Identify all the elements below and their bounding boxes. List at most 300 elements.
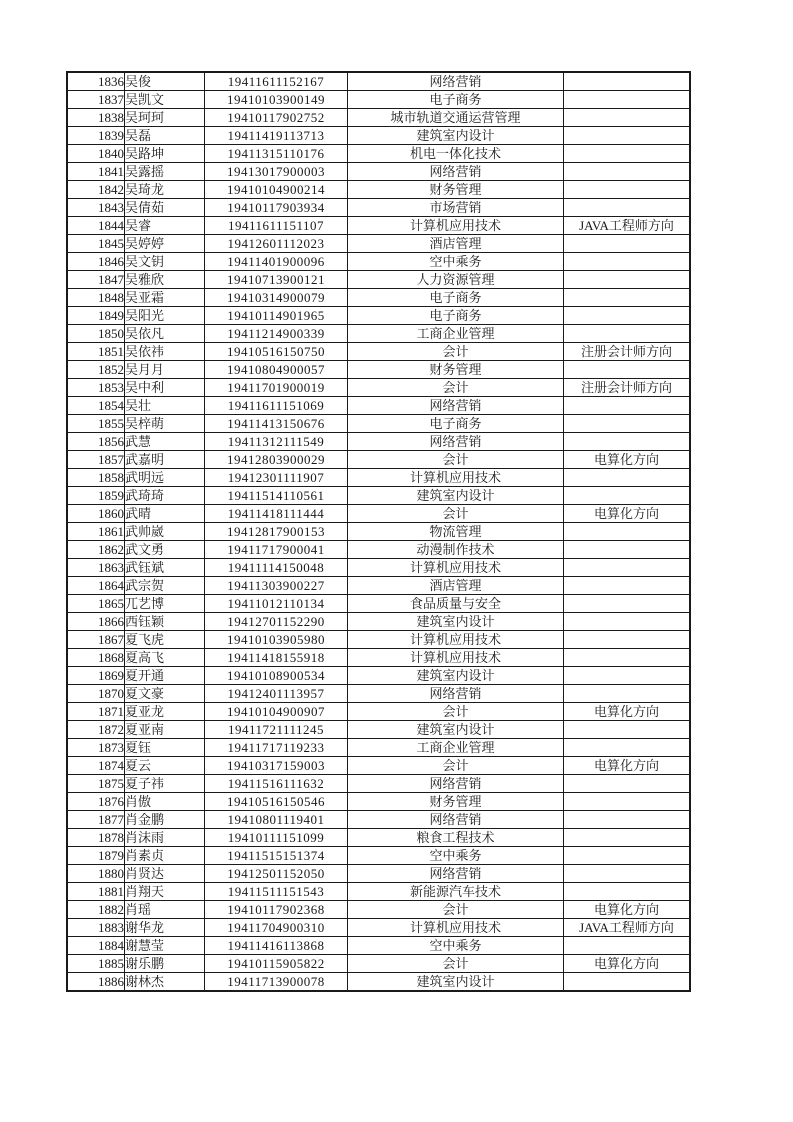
cell-name: 肖傲: [125, 793, 205, 811]
table-row: [67, 919, 690, 937]
cell-name: 武宗贺: [125, 577, 205, 595]
cell-id: 19411611151069: [205, 397, 348, 415]
cell-no: 1843: [67, 199, 125, 217]
cell-id: 19411401900096: [205, 253, 348, 271]
table-row: [67, 883, 690, 901]
cell-direction: [564, 469, 691, 487]
cell-major: 动漫制作技术: [348, 541, 564, 559]
cell-direction: [564, 307, 691, 325]
table-row: [67, 379, 690, 397]
cell-name: 吴琦龙: [125, 181, 205, 199]
cell-major: 网络营销: [348, 397, 564, 415]
cell-name: 夏飞虎: [125, 631, 205, 649]
cell-id: 19410104900907: [205, 703, 348, 721]
cell-direction: 电算化方向: [564, 451, 691, 469]
cell-major: 会计: [348, 757, 564, 775]
cell-name: 肖金鹏: [125, 811, 205, 829]
cell-major: 工商企业管理: [348, 325, 564, 343]
cell-id: 19412401113957: [205, 685, 348, 703]
cell-major: 会计: [348, 451, 564, 469]
cell-major: 机电一体化技术: [348, 145, 564, 163]
cell-major: 建筑室内设计: [348, 721, 564, 739]
cell-no: 1876: [67, 793, 125, 811]
cell-direction: [564, 433, 691, 451]
cell-no: 1837: [67, 91, 125, 109]
cell-major: 计算机应用技术: [348, 919, 564, 937]
cell-direction: [564, 811, 691, 829]
cell-name: 西钰颖: [125, 613, 205, 631]
cell-no: 1858: [67, 469, 125, 487]
cell-no: 1852: [67, 361, 125, 379]
table-row: [67, 271, 690, 289]
cell-major: 计算机应用技术: [348, 469, 564, 487]
cell-name: 武帅崴: [125, 523, 205, 541]
cell-id: 19410108900534: [205, 667, 348, 685]
cell-major: 网络营销: [348, 163, 564, 181]
cell-id: 19411303900227: [205, 577, 348, 595]
cell-no: 1881: [67, 883, 125, 901]
cell-no: 1846: [67, 253, 125, 271]
cell-name: 武钰斌: [125, 559, 205, 577]
cell-major: 计算机应用技术: [348, 649, 564, 667]
cell-major: 电子商务: [348, 91, 564, 109]
table-row: [67, 577, 690, 595]
cell-no: 1859: [67, 487, 125, 505]
cell-id: 19411516111632: [205, 775, 348, 793]
cell-no: 1855: [67, 415, 125, 433]
cell-major: 计算机应用技术: [348, 631, 564, 649]
cell-name: 肖翔天: [125, 883, 205, 901]
cell-no: 1842: [67, 181, 125, 199]
cell-major: 网络营销: [348, 685, 564, 703]
cell-major: 酒店管理: [348, 235, 564, 253]
cell-name: 夏亚南: [125, 721, 205, 739]
cell-major: 会计: [348, 901, 564, 919]
student-roster-table: [66, 71, 691, 992]
cell-direction: 电算化方向: [564, 901, 691, 919]
cell-major: 网络营销: [348, 865, 564, 883]
table-row: [67, 235, 690, 253]
cell-id: 19410104900214: [205, 181, 348, 199]
cell-major: 建筑室内设计: [348, 667, 564, 685]
table-row: [67, 955, 690, 973]
cell-id: 19411717900041: [205, 541, 348, 559]
table-row: [67, 361, 690, 379]
cell-no: 1877: [67, 811, 125, 829]
cell-no: 1884: [67, 937, 125, 955]
cell-id: 19410117902368: [205, 901, 348, 919]
cell-no: 1848: [67, 289, 125, 307]
cell-no: 1856: [67, 433, 125, 451]
cell-id: 19410801119401: [205, 811, 348, 829]
cell-no: 1879: [67, 847, 125, 865]
cell-major: 计算机应用技术: [348, 217, 564, 235]
cell-no: 1875: [67, 775, 125, 793]
cell-name: 肖瑶: [125, 901, 205, 919]
cell-no: 1849: [67, 307, 125, 325]
cell-direction: [564, 847, 691, 865]
table-row: [67, 469, 690, 487]
table-row: [67, 613, 690, 631]
cell-no: 1878: [67, 829, 125, 847]
table-row: [67, 217, 690, 235]
cell-name: 武嘉明: [125, 451, 205, 469]
cell-name: 吴依祎: [125, 343, 205, 361]
cell-major: 工商企业管理: [348, 739, 564, 757]
cell-name: 谢慧莹: [125, 937, 205, 955]
cell-id: 19410103900149: [205, 91, 348, 109]
cell-no: 1883: [67, 919, 125, 937]
cell-major: 会计: [348, 343, 564, 361]
cell-no: 1839: [67, 127, 125, 145]
cell-no: 1838: [67, 109, 125, 127]
cell-direction: [564, 181, 691, 199]
cell-id: 19411611152167: [205, 72, 348, 91]
cell-name: 肖沫雨: [125, 829, 205, 847]
cell-direction: [564, 559, 691, 577]
cell-id: 19411721111245: [205, 721, 348, 739]
cell-id: 19412601112023: [205, 235, 348, 253]
cell-name: 吴露摇: [125, 163, 205, 181]
table-row: [67, 72, 690, 91]
cell-major: 会计: [348, 955, 564, 973]
cell-major: 空中乘务: [348, 937, 564, 955]
cell-no: 1860: [67, 505, 125, 523]
cell-id: 19410115905822: [205, 955, 348, 973]
cell-major: 财务管理: [348, 361, 564, 379]
cell-direction: [564, 199, 691, 217]
cell-id: 19411701900019: [205, 379, 348, 397]
cell-no: 1885: [67, 955, 125, 973]
cell-name: 吴睿: [125, 217, 205, 235]
cell-direction: [564, 937, 691, 955]
cell-name: 夏亚龙: [125, 703, 205, 721]
table-row: [67, 631, 690, 649]
cell-name: 吴凯文: [125, 91, 205, 109]
cell-direction: [564, 793, 691, 811]
table-row: [67, 721, 690, 739]
cell-major: 食品质量与安全: [348, 595, 564, 613]
cell-major: 计算机应用技术: [348, 559, 564, 577]
cell-id: 19410804900057: [205, 361, 348, 379]
table-row: [67, 559, 690, 577]
cell-name: 吴路坤: [125, 145, 205, 163]
cell-name: 吴阳光: [125, 307, 205, 325]
cell-direction: 电算化方向: [564, 955, 691, 973]
cell-id: 19411717119233: [205, 739, 348, 757]
cell-major: 电子商务: [348, 415, 564, 433]
cell-name: 吴中利: [125, 379, 205, 397]
table-row: [67, 685, 690, 703]
cell-major: 空中乘务: [348, 253, 564, 271]
cell-direction: [564, 577, 691, 595]
table-row: [67, 523, 690, 541]
cell-direction: [564, 325, 691, 343]
cell-direction: JAVA工程师方向: [564, 217, 691, 235]
cell-major: 会计: [348, 379, 564, 397]
cell-major: 会计: [348, 703, 564, 721]
cell-no: 1857: [67, 451, 125, 469]
cell-major: 建筑室内设计: [348, 613, 564, 631]
cell-id: 19411515151374: [205, 847, 348, 865]
cell-id: 19410111151099: [205, 829, 348, 847]
cell-id: 19410117903934: [205, 199, 348, 217]
table-row: [67, 757, 690, 775]
cell-direction: [564, 973, 691, 992]
cell-id: 19410114901965: [205, 307, 348, 325]
cell-major: 物流管理: [348, 523, 564, 541]
table-row: [67, 973, 690, 992]
cell-major: 网络营销: [348, 72, 564, 91]
cell-id: 19411418111444: [205, 505, 348, 523]
table-row: [67, 901, 690, 919]
table-row: [67, 793, 690, 811]
cell-direction: [564, 145, 691, 163]
cell-direction: JAVA工程师方向: [564, 919, 691, 937]
cell-name: 夏云: [125, 757, 205, 775]
table-row: [67, 199, 690, 217]
table-row: [67, 343, 690, 361]
table-row: [67, 109, 690, 127]
cell-no: 1862: [67, 541, 125, 559]
cell-major: 会计: [348, 505, 564, 523]
table-row: [67, 865, 690, 883]
cell-direction: [564, 361, 691, 379]
cell-direction: 电算化方向: [564, 703, 691, 721]
cell-no: 1865: [67, 595, 125, 613]
cell-direction: [564, 667, 691, 685]
cell-major: 城市轨道交通运营管理: [348, 109, 564, 127]
cell-name: 肖贤达: [125, 865, 205, 883]
cell-name: 武慧: [125, 433, 205, 451]
cell-no: 1882: [67, 901, 125, 919]
table-row: [67, 505, 690, 523]
cell-id: 19411418155918: [205, 649, 348, 667]
table-row: [67, 415, 690, 433]
cell-no: 1873: [67, 739, 125, 757]
cell-major: 电子商务: [348, 289, 564, 307]
cell-direction: [564, 523, 691, 541]
cell-name: 武文勇: [125, 541, 205, 559]
cell-direction: [564, 253, 691, 271]
cell-direction: [564, 775, 691, 793]
cell-name: 吴文钥: [125, 253, 205, 271]
table-row: [67, 451, 690, 469]
cell-id: 19412701152290: [205, 613, 348, 631]
cell-name: 吴梓萌: [125, 415, 205, 433]
cell-no: 1871: [67, 703, 125, 721]
cell-name: 武晴: [125, 505, 205, 523]
cell-no: 1874: [67, 757, 125, 775]
cell-name: 吴壮: [125, 397, 205, 415]
cell-direction: [564, 235, 691, 253]
cell-no: 1845: [67, 235, 125, 253]
cell-name: 夏子祎: [125, 775, 205, 793]
cell-name: 谢华龙: [125, 919, 205, 937]
cell-name: 夏高飞: [125, 649, 205, 667]
table-row: [67, 829, 690, 847]
cell-direction: [564, 109, 691, 127]
cell-direction: [564, 415, 691, 433]
cell-name: 吴磊: [125, 127, 205, 145]
cell-name: 夏开通: [125, 667, 205, 685]
cell-id: 19410117902752: [205, 109, 348, 127]
cell-direction: [564, 739, 691, 757]
cell-no: 1880: [67, 865, 125, 883]
cell-major: 建筑室内设计: [348, 127, 564, 145]
cell-major: 粮食工程技术: [348, 829, 564, 847]
cell-id: 19411514110561: [205, 487, 348, 505]
table-row: [67, 253, 690, 271]
cell-major: 空中乘务: [348, 847, 564, 865]
cell-no: 1853: [67, 379, 125, 397]
cell-direction: 注册会计师方向: [564, 343, 691, 361]
cell-id: 19412803900029: [205, 451, 348, 469]
cell-major: 网络营销: [348, 775, 564, 793]
student-roster-body: [67, 72, 690, 991]
cell-no: 1886: [67, 973, 125, 992]
cell-name: 吴月月: [125, 361, 205, 379]
cell-no: 1836: [67, 72, 125, 91]
cell-name: 武明远: [125, 469, 205, 487]
cell-direction: [564, 541, 691, 559]
cell-name: 吴依凡: [125, 325, 205, 343]
table-row: [67, 937, 690, 955]
cell-major: 建筑室内设计: [348, 487, 564, 505]
cell-id: 19410317159003: [205, 757, 348, 775]
cell-name: 吴珂珂: [125, 109, 205, 127]
cell-name: 吴婷婷: [125, 235, 205, 253]
table-row: [67, 91, 690, 109]
cell-no: 1851: [67, 343, 125, 361]
cell-no: 1863: [67, 559, 125, 577]
table-row: [67, 181, 690, 199]
cell-direction: [564, 163, 691, 181]
cell-no: 1840: [67, 145, 125, 163]
cell-major: 网络营销: [348, 433, 564, 451]
cell-direction: [564, 91, 691, 109]
cell-id: 19411315110176: [205, 145, 348, 163]
cell-name: 夏钰: [125, 739, 205, 757]
cell-direction: [564, 613, 691, 631]
table-row: [67, 163, 690, 181]
cell-id: 19410516150750: [205, 343, 348, 361]
cell-direction: 电算化方向: [564, 757, 691, 775]
cell-no: 1867: [67, 631, 125, 649]
cell-id: 19410314900079: [205, 289, 348, 307]
cell-id: 19411511151543: [205, 883, 348, 901]
cell-id: 19410713900121: [205, 271, 348, 289]
cell-major: 财务管理: [348, 793, 564, 811]
cell-no: 1872: [67, 721, 125, 739]
cell-direction: [564, 289, 691, 307]
cell-no: 1868: [67, 649, 125, 667]
table-row: [67, 325, 690, 343]
cell-direction: [564, 487, 691, 505]
cell-major: 电子商务: [348, 307, 564, 325]
cell-name: 吴倩茹: [125, 199, 205, 217]
cell-no: 1869: [67, 667, 125, 685]
table-row: [67, 487, 690, 505]
table-row: [67, 397, 690, 415]
cell-id: 19411312111549: [205, 433, 348, 451]
cell-major: 财务管理: [348, 181, 564, 199]
cell-no: 1866: [67, 613, 125, 631]
cell-major: 网络营销: [348, 811, 564, 829]
cell-major: 酒店管理: [348, 577, 564, 595]
cell-id: 19411713900078: [205, 973, 348, 992]
cell-direction: [564, 72, 691, 91]
cell-no: 1870: [67, 685, 125, 703]
cell-direction: [564, 883, 691, 901]
cell-major: 新能源汽车技术: [348, 883, 564, 901]
cell-no: 1844: [67, 217, 125, 235]
cell-direction: [564, 127, 691, 145]
table-row: [67, 127, 690, 145]
cell-id: 19412817900153: [205, 523, 348, 541]
table-row: [67, 289, 690, 307]
cell-no: 1854: [67, 397, 125, 415]
cell-name: 夏文豪: [125, 685, 205, 703]
cell-direction: [564, 631, 691, 649]
cell-direction: [564, 829, 691, 847]
cell-name: 武琦琦: [125, 487, 205, 505]
cell-name: 吴雅欣: [125, 271, 205, 289]
cell-id: 19412301111907: [205, 469, 348, 487]
cell-no: 1850: [67, 325, 125, 343]
table-row: [67, 307, 690, 325]
table-row: [67, 811, 690, 829]
cell-direction: [564, 595, 691, 613]
cell-direction: [564, 865, 691, 883]
cell-direction: [564, 271, 691, 289]
cell-name: 谢乐鹏: [125, 955, 205, 973]
table-row: [67, 667, 690, 685]
cell-id: 19411114150048: [205, 559, 348, 577]
cell-direction: [564, 721, 691, 739]
cell-no: 1861: [67, 523, 125, 541]
table-row: [67, 775, 690, 793]
cell-major: 建筑室内设计: [348, 973, 564, 992]
cell-id: 19411704900310: [205, 919, 348, 937]
cell-direction: [564, 685, 691, 703]
cell-direction: [564, 397, 691, 415]
cell-direction: 电算化方向: [564, 505, 691, 523]
table-row: [67, 703, 690, 721]
cell-no: 1864: [67, 577, 125, 595]
cell-id: 19411416113868: [205, 937, 348, 955]
cell-direction: [564, 649, 691, 667]
cell-name: 谢林杰: [125, 973, 205, 992]
cell-major: 人力资源管理: [348, 271, 564, 289]
table-row: [67, 739, 690, 757]
cell-id: 19410103905980: [205, 631, 348, 649]
cell-id: 19411012110134: [205, 595, 348, 613]
cell-id: 19411413150676: [205, 415, 348, 433]
cell-name: 吴俊: [125, 72, 205, 91]
cell-major: 市场营销: [348, 199, 564, 217]
cell-name: 吴亚霜: [125, 289, 205, 307]
cell-direction: 注册会计师方向: [564, 379, 691, 397]
table-row: [67, 541, 690, 559]
table-row: [67, 649, 690, 667]
cell-no: 1841: [67, 163, 125, 181]
table-row: [67, 145, 690, 163]
cell-id: 19412501152050: [205, 865, 348, 883]
cell-id: 19410516150546: [205, 793, 348, 811]
table-row: [67, 847, 690, 865]
cell-name: 肖素贞: [125, 847, 205, 865]
